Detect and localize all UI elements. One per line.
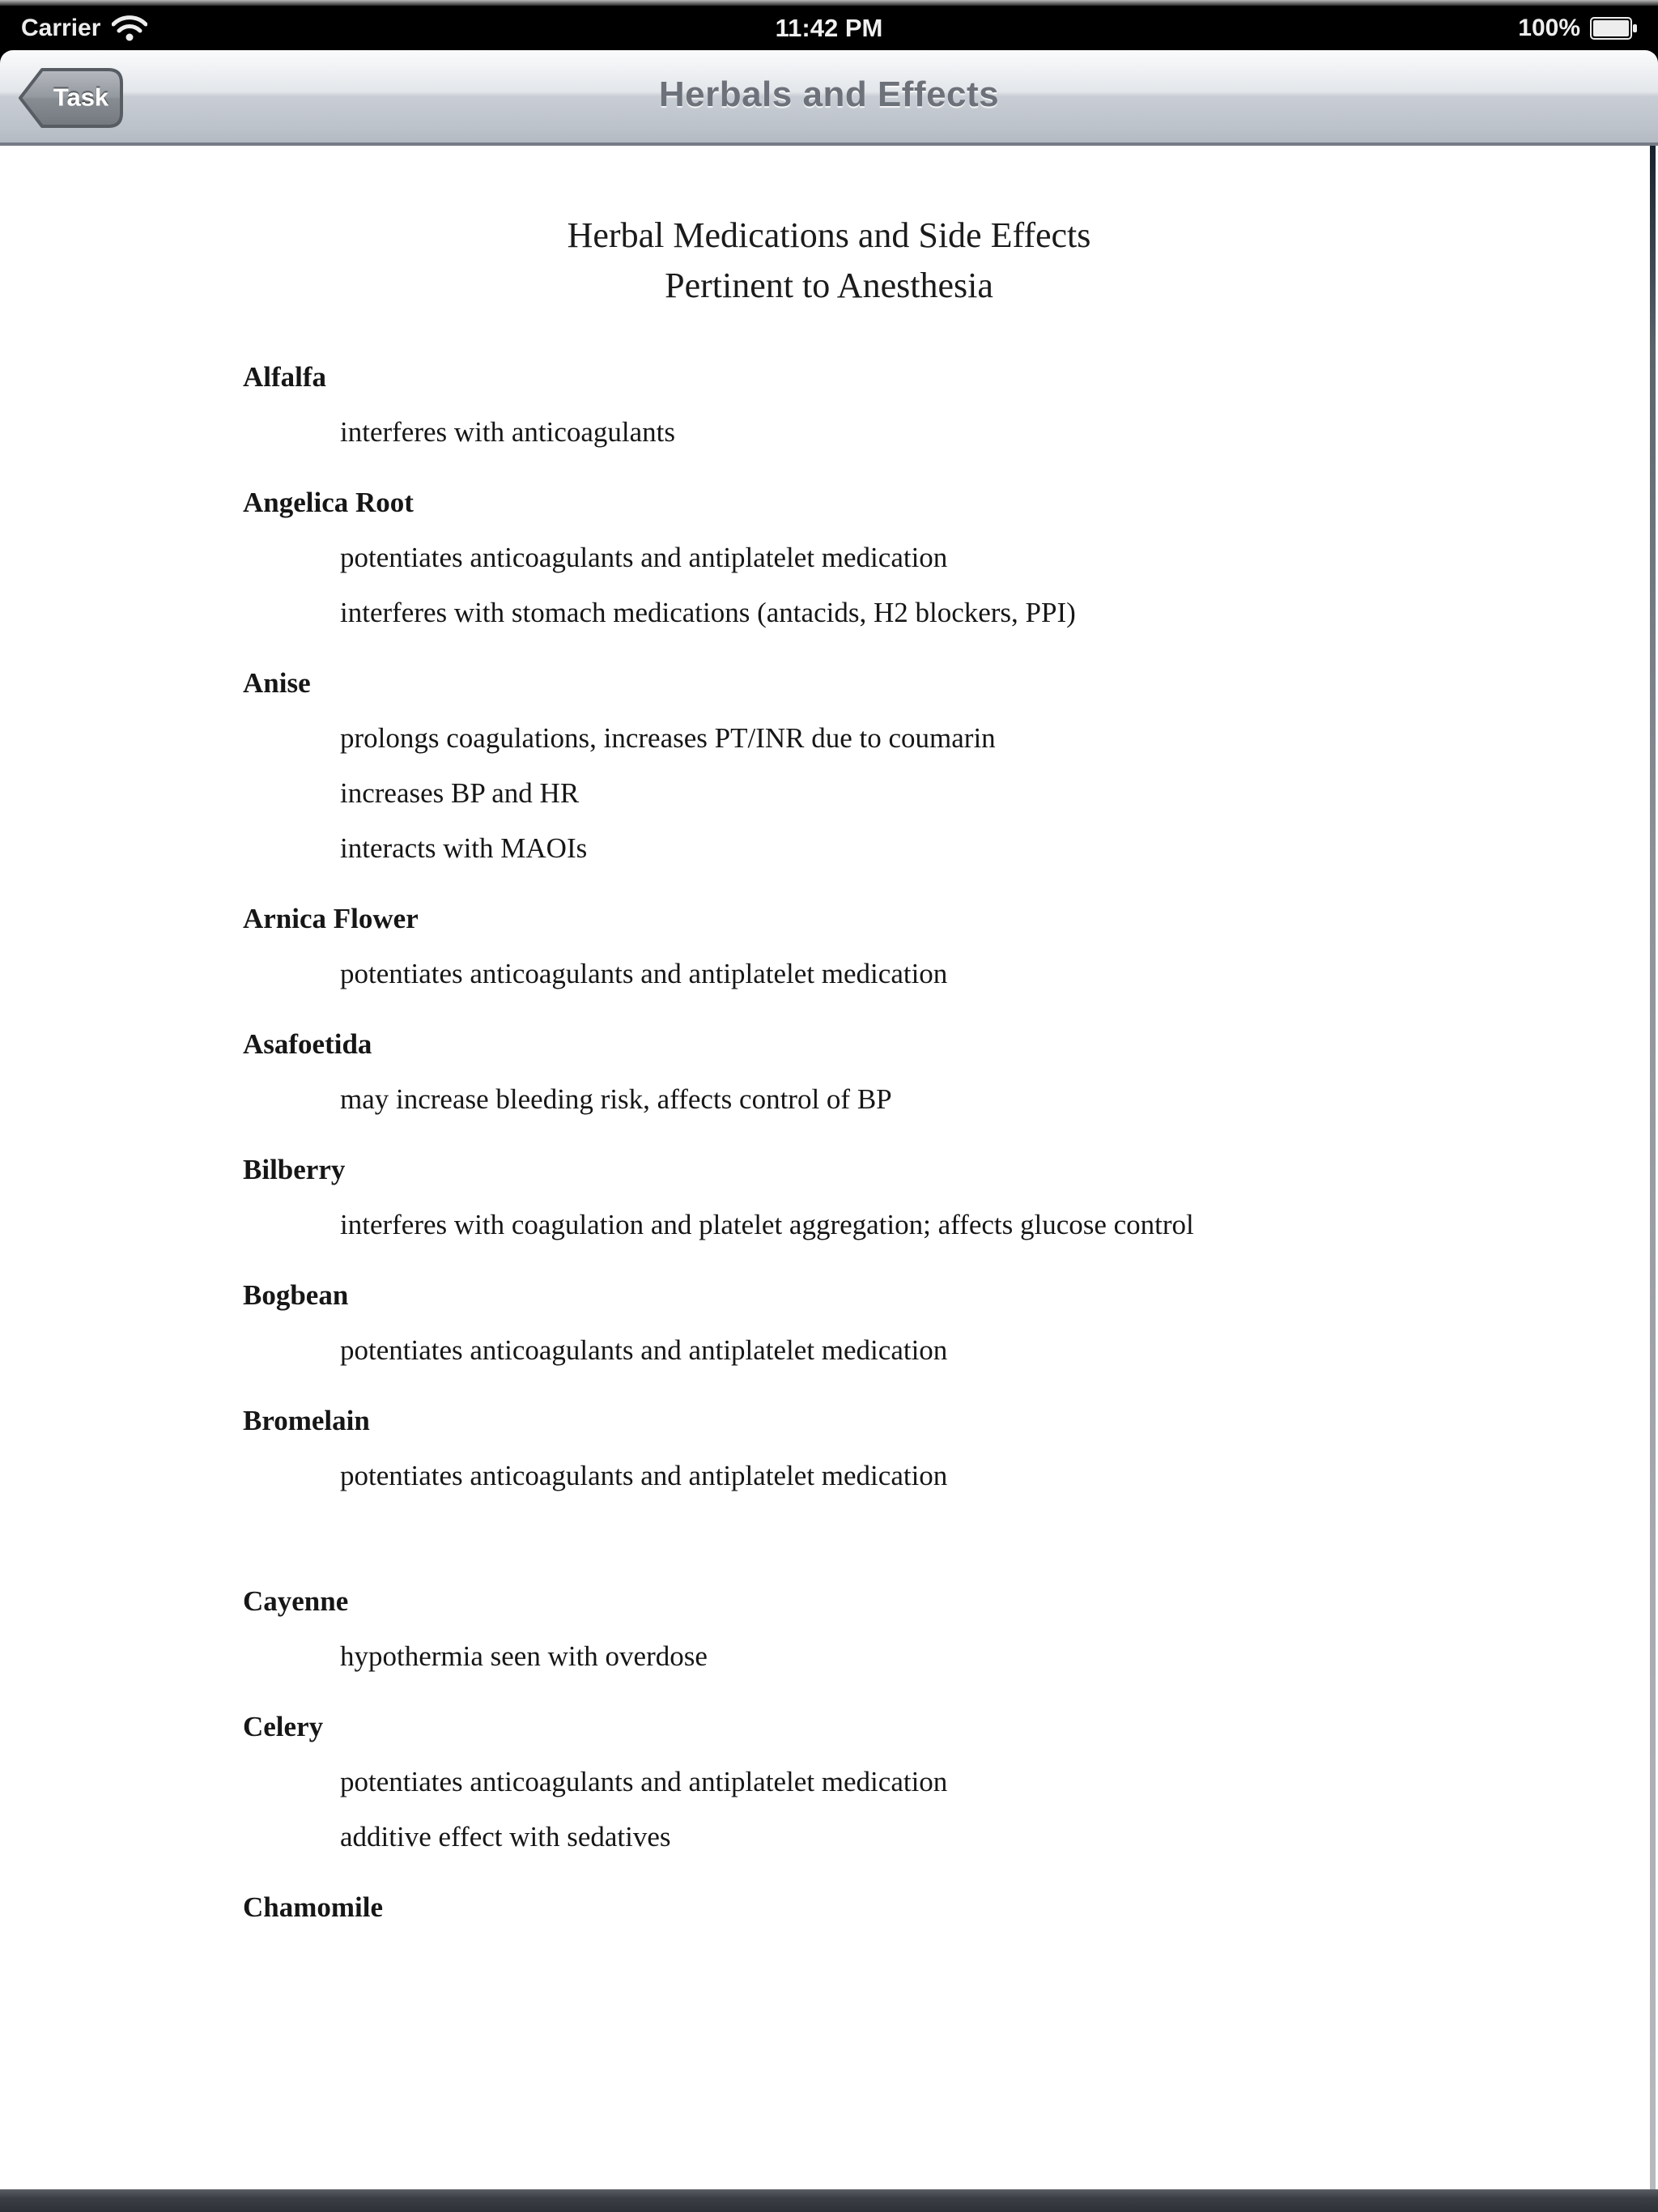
herb-entry: [243, 1587, 1561, 1670]
herb-entry: [243, 488, 1561, 627]
herb-name: Arnica Flower: [243, 903, 419, 934]
herb-effect: increases BP and HR: [340, 777, 580, 809]
document-title: [0, 146, 1658, 311]
battery-percent: 100%: [1518, 14, 1580, 41]
herb-entry: [243, 1030, 1561, 1113]
herb-entry: [243, 363, 1561, 446]
herb-effect: prolongs coagulations, increases PT/INR due to coumarin: [340, 722, 996, 754]
herb-entry: [243, 1281, 1561, 1364]
herb-name: Bogbean: [243, 1279, 349, 1311]
herb-effect: potentiates anticoagulants and antiplatelet medication: [340, 1766, 948, 1797]
herb-entry: [243, 1712, 1561, 1851]
herb-effect: potentiates anticoagulants and antiplatelet medication: [340, 1334, 948, 1366]
document-title-line2: Pertinent to Anesthesia: [665, 266, 993, 305]
herb-effect: interferes with anticoagulants: [340, 416, 676, 448]
herb-name: Bilberry: [243, 1154, 346, 1185]
herb-effect: potentiates anticoagulants and antiplatelet medication: [340, 1460, 948, 1491]
document-title-line1: Herbal Medications and Side Effects: [567, 215, 1091, 255]
herb-name: Cayenne: [243, 1585, 349, 1617]
herb-name: Angelica Root: [243, 487, 414, 518]
page-title: Herbals and Effects: [658, 74, 1000, 114]
herb-effect: potentiates anticoagulants and antiplatelet medication: [340, 958, 948, 989]
carrier-label: Carrier: [21, 14, 101, 41]
herb-effect: interacts with MAOIs: [340, 832, 588, 864]
herb-entry: [243, 1406, 1561, 1490]
status-time: 11:42 PM: [775, 13, 883, 42]
herb-name: Bromelain: [243, 1405, 370, 1436]
herb-name: Anise: [243, 667, 311, 699]
bottom-edge-bar: [0, 2189, 1658, 2212]
document-scroll-area[interactable]: [0, 146, 1658, 2189]
herb-name: Celery: [243, 1711, 324, 1742]
herb-entry: [243, 1155, 1561, 1239]
herb-name: Chamomile: [243, 1891, 384, 1923]
herb-name: Alfalfa: [243, 361, 327, 393]
herb-effect: hypothermia seen with overdose: [340, 1640, 708, 1672]
page-right-edge: [1650, 146, 1656, 2189]
herb-list: [0, 363, 1658, 1921]
back-button-label: Task: [53, 83, 109, 112]
herb-effect: may increase bleeding risk, affects control of BP: [340, 1083, 892, 1115]
status-bar: [0, 0, 1658, 50]
herb-effect: interferes with stomach medications (antacids, H2 blockers, PPI): [340, 597, 1076, 628]
navigation-bar: [0, 50, 1658, 146]
herb-effect: additive effect with sedatives: [340, 1821, 671, 1853]
herb-effect: interferes with coagulation and platelet aggregation; affects glucose control: [340, 1209, 1194, 1240]
herb-effect: potentiates anticoagulants and antiplatelet medication: [340, 542, 948, 573]
battery-icon: [1590, 17, 1637, 40]
herb-entry: [243, 904, 1561, 988]
herb-entry: [243, 1893, 1561, 1921]
herb-entry: [243, 669, 1561, 862]
herb-name: Asafoetida: [243, 1028, 372, 1060]
task-back-button[interactable]: [16, 66, 125, 130]
